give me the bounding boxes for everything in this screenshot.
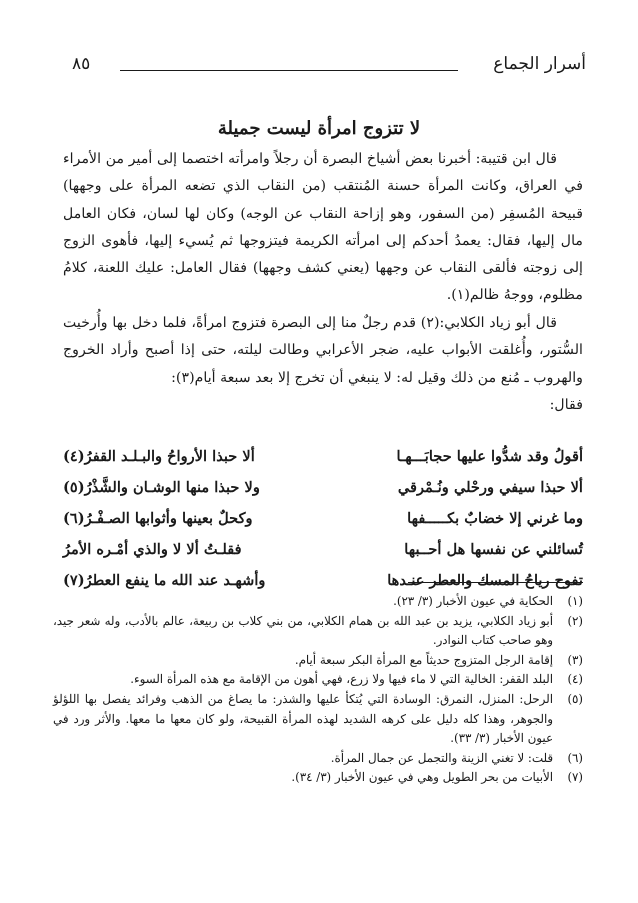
- running-title: أسرار الجماع: [493, 54, 586, 74]
- header-rule: [120, 70, 458, 71]
- footnote-text: قلت: لا تغني الزينة والتجمل عن جمال المرأة.: [330, 750, 553, 765]
- verse-first-hemistich: تفوح رياحُ المسك والعطر عنـدها: [387, 572, 583, 589]
- footnote: [53, 690, 583, 749]
- verse-first-hemistich: ألا حبذا سيفي ورحْلي ونُـمْرقي: [397, 479, 583, 496]
- footnote-text: الأبيات من بحر الطويل وهي في عيون الأخبار (٣/ ٣٤).: [291, 770, 553, 785]
- footnote-number: (٢): [567, 613, 583, 628]
- footnote-text: أبو زياد الكلابي، يزيد بن عبد الله بن همام الكلابي، من بني كلاب بن ربيعة، عالم بالأدب، وله شعر جيد، وهو صاحب كتاب النوادر.: [53, 613, 553, 648]
- chapter-title: لا تتزوج امرأة ليست جميلة: [217, 118, 421, 139]
- footnote-text: الرحل: المنزل، النمرق: الوسادة التي يُتكأ عليها والشذر: ما يصاغ من الذهب وفرائد يفصل بها اللؤلؤ والجوهر، وهذا كله دليل على كرهه الشديد لهذه المرأة القبيحة، ولو كان معها ما معها. والأثر ورد في عيون الأخبار (٣/ ٣٣).: [53, 691, 553, 746]
- footnote-text: إقامة الرجل المتزوج حديثاً مع المرأة البكر سبعة أيام.: [294, 652, 553, 667]
- paragraph-2: [63, 310, 583, 419]
- page-number: ٨٥: [72, 54, 91, 74]
- paragraph-2-text: قال أبو زياد الكلابي:(٢) قدم رجلٌ منا إلى البصرة فتزوج امرأةً، فلما دخل بها وأُرخيت السُّتور، وأُغلقت الأبواب عليه، ضجر الأعرابي وطالت ليلته، حتى إذا أصبح وأراد الخروج والهروب ـ مُنع من ذلك وقيل له: لا ينبغي أن تخرج إلا بعد سبعة أيام(٣):: [63, 315, 583, 386]
- verse-second-hemistich: وأشهـد عند الله ما ينفع العطرُ(٧): [63, 572, 266, 589]
- footnote: [53, 592, 583, 612]
- footnote: [53, 768, 583, 788]
- verse-second-hemistich: ولا حبذا منها الوشـان والشَّذْرُ(٥): [63, 479, 260, 496]
- footnote-number: (٤): [567, 672, 583, 687]
- footnote-number: (٧): [567, 770, 583, 785]
- verse-line: [63, 441, 583, 472]
- verse-line: [63, 534, 583, 565]
- footnote-text: الحكاية في عيون الأخبار (٣/ ٢٣).: [393, 594, 553, 608]
- footnote: [53, 670, 583, 690]
- verse-second-hemistich: وكحلٌ بعينها وأثوابها الصـفْـرُ(٦): [63, 510, 253, 527]
- footnotes: [53, 592, 583, 788]
- page-header: [72, 52, 586, 82]
- verse-line: [63, 472, 583, 503]
- verse-line: [63, 503, 583, 534]
- footnote-text: البلد القفر: الخالية التي لا ماء فيها ولا زرع، فهي أهون من الإقامة مع هذه المرأة السوء.: [130, 672, 553, 687]
- verse-first-hemistich: تُسائلني عن نفسها هل أحــبها: [404, 541, 583, 558]
- footnote-number: (١): [567, 594, 583, 608]
- verse-first-hemistich: وما غرني إلا خضابٌ بكـــــفها: [407, 510, 583, 527]
- footnote: [53, 749, 583, 769]
- footnote-number: (٣): [567, 652, 583, 667]
- footnote-number: (٥): [567, 691, 583, 706]
- footnote: [53, 612, 583, 651]
- verse-first-hemistich: أقولُ وقد شدُّوا عليها حجابَـــهـا: [396, 448, 583, 465]
- verse-intro: فقال:: [549, 396, 583, 413]
- verse-second-hemistich: ألا حبذا الأرواحُ والبـلـد القفرُ(٤): [63, 448, 255, 465]
- footnote-separator: [408, 582, 583, 583]
- poem: [63, 441, 583, 596]
- verse-second-hemistich: فقلـتُ ألا لا والذي أمْـره الأمرُ: [63, 541, 242, 558]
- paragraph-1: قال ابن قتيبة: أخبرنا بعض أشياخ البصرة أن رجلاً وامرأته اختصما إلى أمير من الأمراء في العراق، وكانت المرأة حسنة المُنتقب (من النقاب الذي تضعه المرأة على وجهها) قبيحة المُسفِر (من السفور، وهو إزاحة النقاب عن الوجه) وكان لها لسان، فكان العامل مال إليها، فقال: يعمدُ أحدكم إلى امرأته الكريمة فيتزوجها ثم يُسيء إليها، فأهوى الزوج إلى زوجته فألقى النقاب عن وجهها (يعني كشف وجهها) فقال العامل: عليك اللعنة، كلامُ مظلوم، ووجهُ ظالم(١).: [63, 151, 583, 304]
- footnote: [53, 651, 583, 671]
- footnote-number: (٦): [567, 750, 583, 765]
